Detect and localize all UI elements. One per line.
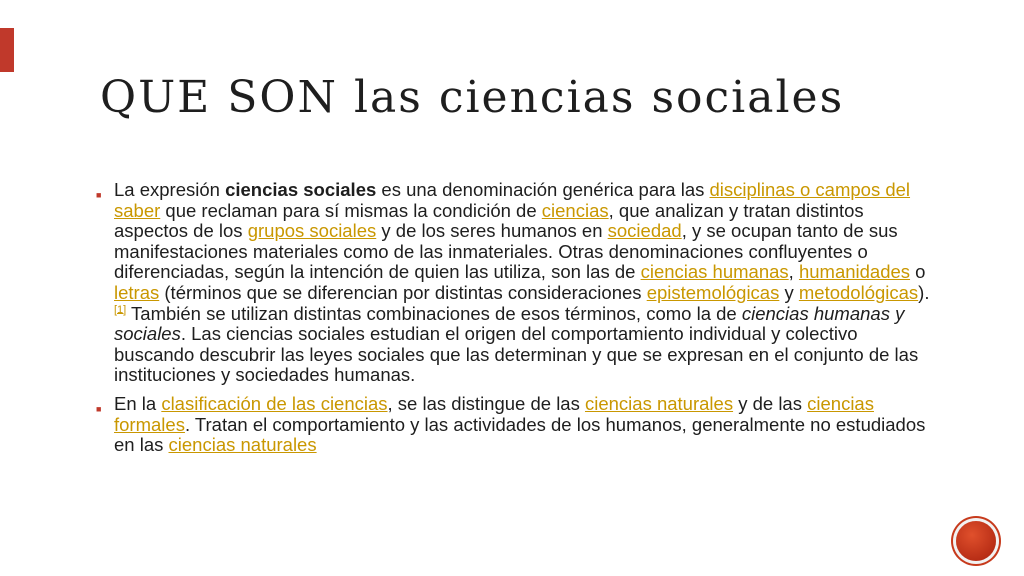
square-bullet-icon: ■ — [96, 190, 102, 200]
accent-bar — [0, 28, 14, 72]
link-ciencias-formales[interactable]: ciencias formales — [114, 392, 874, 435]
bold-term: ciencias sociales — [225, 179, 377, 200]
bullet-text: que reclaman para sí mismas la condición de — [160, 199, 542, 221]
bullet-text: En la — [114, 392, 162, 414]
bullet-list — [96, 180, 936, 464]
link-sociedad[interactable]: sociedad — [607, 220, 682, 242]
link-metodologicas[interactable]: metodológicas — [798, 281, 919, 303]
bullet-text: También se utilizan distintas combinaciones de esos términos, como la de — [126, 302, 742, 324]
square-bullet-icon: ■ — [96, 403, 102, 414]
bullet-text: , y se ocupan tanto de sus manifestaciones materiales como de las inmateriales. Otras denominaciones confluyentes o diferenciadas, según la intención de quien las utiliza, son las de — [114, 220, 898, 283]
reference-link[interactable]: [1] — [114, 303, 127, 316]
slide-title: QUE SON las ciencias sociales — [100, 72, 845, 123]
bullet-text: , se las distingue de las — [387, 392, 585, 414]
bullet-item — [96, 394, 936, 456]
link-disciplinas-campos[interactable]: disciplinas o campos del saber — [114, 179, 911, 221]
link-ciencias[interactable]: ciencias — [541, 199, 609, 221]
bullet-text: . Tratan el comportamiento y las actividades de los humanos, generalmente no estudiados en las — [114, 413, 926, 456]
link-epistemologicas[interactable]: epistemológicas — [646, 281, 780, 303]
link-humanidades[interactable]: humanidades — [798, 261, 911, 283]
link-letras[interactable]: letras — [114, 281, 160, 303]
link-ciencias-naturales[interactable]: ciencias naturales — [168, 434, 317, 456]
bullet-text: y — [779, 281, 799, 303]
bullet-text: , — [788, 261, 799, 283]
bullet-text: ). — [918, 281, 930, 303]
italic-term: ciencias humanas y sociales — [114, 302, 905, 345]
bullet-text: es una denominación genérica para las — [376, 179, 710, 200]
bullet-text: La expresión — [114, 179, 226, 200]
slide-number-badge — [956, 521, 996, 561]
bullet-text: . Las ciencias sociales estudian el origen del comportamiento individual y colectivo buscando descubrir las leyes sociales que las determinan y que se expresan en el conjunto de las instituciones y sociedades humanas. — [114, 323, 919, 386]
link-ciencias-naturales[interactable]: ciencias naturales — [584, 392, 734, 414]
link-grupos-sociales[interactable]: grupos sociales — [247, 220, 377, 242]
link-clasificacion-ciencias[interactable]: clasificación de las ciencias — [161, 392, 388, 414]
link-ciencias-humanas[interactable]: ciencias humanas — [640, 261, 789, 283]
bullet-text: y de las — [733, 392, 808, 414]
bullet-text: , que analizan y tratan distintos aspectos de los — [114, 199, 864, 242]
bullet-item — [96, 180, 936, 386]
bullet-text: y de los seres humanos en — [376, 220, 608, 242]
bullet-text: o — [910, 261, 926, 283]
bullet-text: (términos que se diferencian por distintas consideraciones — [159, 281, 647, 303]
